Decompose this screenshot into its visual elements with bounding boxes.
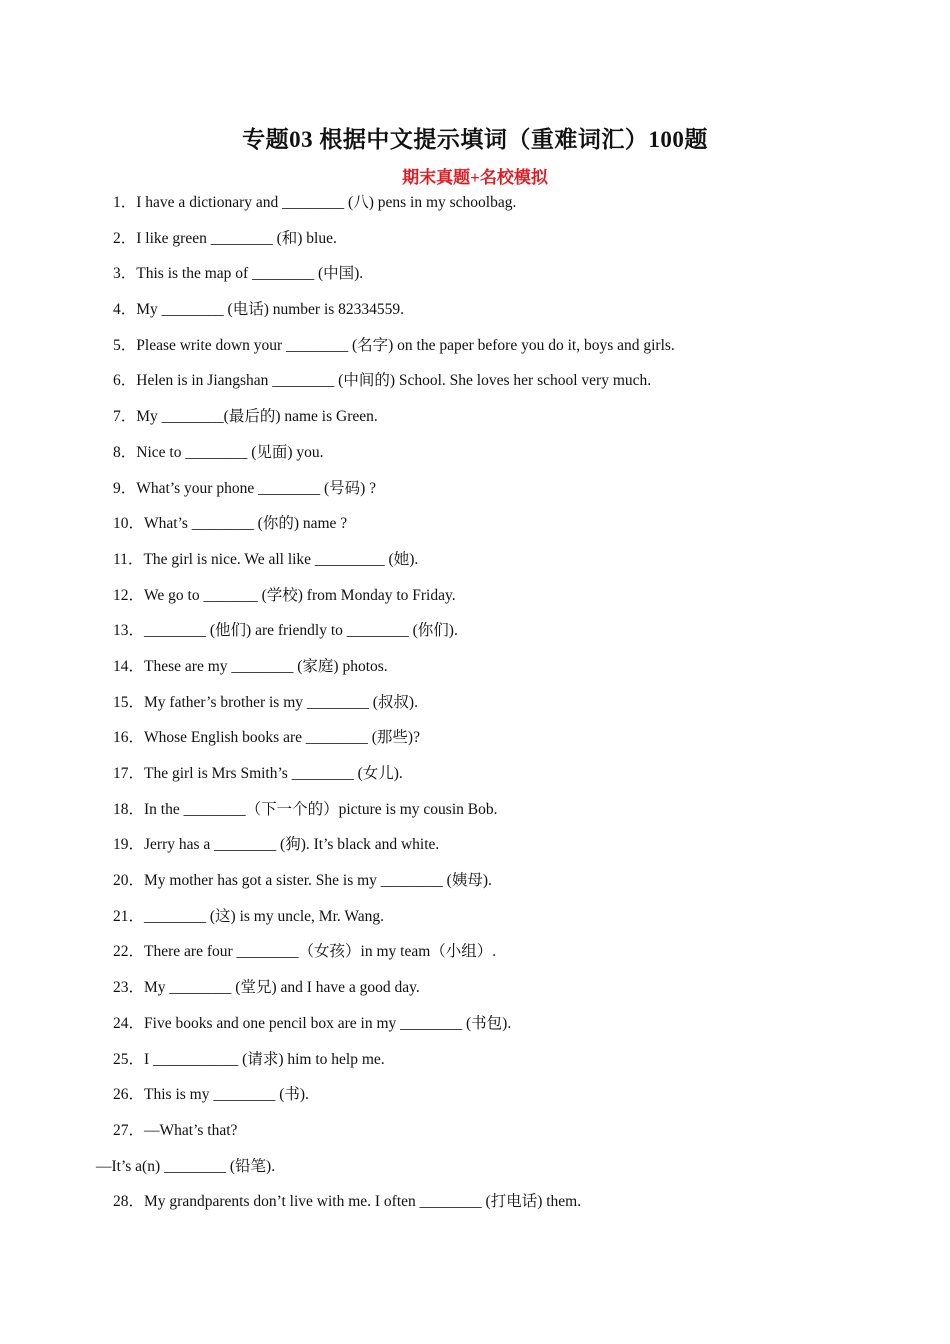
question-number: 10．: [113, 515, 145, 533]
question-12: [113, 583, 853, 619]
question-text: Whose English books are ________ (那些)?: [144, 729, 420, 747]
page-title: 专题03 根据中文提示填词（重难词汇）100题: [242, 127, 708, 152]
question-number: 13．: [113, 622, 145, 640]
question-number: 5．: [113, 336, 137, 354]
question-text: What’s ________ (你的) name ?: [144, 515, 348, 533]
question-text: I have a dictionary and ________ (八) pens in my schoolbag.: [136, 194, 517, 211]
question-1: [113, 190, 853, 226]
question-text: Jerry has a ________ (狗). It’s black and white.: [144, 836, 440, 854]
question-text: My ________ (电话) number is 82334559.: [136, 301, 405, 319]
question-text: —It’s a(n) ________ (铅笔).: [96, 1157, 276, 1175]
question-text: These are my ________ (家庭) photos.: [144, 657, 388, 675]
question-11: [113, 547, 853, 583]
question-3: [113, 261, 853, 297]
question-text: ________ (这) is my uncle, Mr. Wang.: [144, 907, 385, 925]
question-text: What’s your phone ________ (号码) ?: [136, 479, 377, 497]
question-text: Please write down your ________ (名字) on the paper before you do it, boys and girls.: [136, 336, 675, 354]
question-number: 28．: [113, 1193, 145, 1211]
question-number: 8．: [113, 443, 137, 461]
question-8: [113, 440, 853, 476]
question-18: [113, 797, 853, 833]
question-text: My grandparents don’t live with me. I often ________ (打电话) them.: [144, 1193, 582, 1211]
question-number: 12．: [113, 586, 145, 604]
question-4: [113, 297, 853, 333]
question-number: 20．: [113, 872, 145, 890]
question-number: 9．: [113, 479, 137, 497]
question-text: In the ________（下一个的）picture is my cousin Bob.: [144, 800, 498, 818]
question-27: [113, 1118, 853, 1154]
question-number: 24．: [113, 1014, 145, 1032]
question-22: [113, 939, 853, 975]
question-text: My father’s brother is my ________ (叔叔).: [144, 693, 418, 711]
question-2: [113, 226, 853, 262]
question-number: 4．: [113, 301, 137, 319]
question-text: My mother has got a sister. She is my ________ (姨母).: [144, 872, 492, 890]
question-24: [113, 1011, 853, 1047]
question-number: 21．: [113, 907, 145, 925]
question-20: [113, 868, 853, 904]
question-25: [113, 1047, 853, 1083]
question-number: 17．: [113, 765, 145, 782]
question-number: 19．: [113, 836, 145, 854]
question-number: 7．: [113, 408, 137, 426]
question-21: [113, 904, 853, 940]
question-list: [96, 190, 853, 1225]
question-text: My ________(最后的) name is Green.: [136, 408, 378, 426]
question-14: [113, 654, 853, 690]
question-26: [113, 1082, 853, 1118]
question-text: I like green ________ (和) blue.: [136, 229, 337, 247]
question-number: 26．: [113, 1086, 145, 1104]
question-number: 1．: [113, 194, 137, 211]
question-number: 11．: [113, 550, 144, 568]
question-13: [113, 618, 853, 654]
question-text: My ________ (堂兄) and I have a good day.: [144, 979, 420, 997]
question-number: 22．: [113, 943, 145, 961]
question-number: 18．: [113, 800, 145, 818]
question-text: The girl is nice. We all like _________ (她).: [143, 550, 419, 568]
question-17: [113, 761, 853, 797]
question-text: This is my ________ (书).: [144, 1086, 309, 1104]
question-5: [113, 333, 853, 369]
question-6: [113, 368, 853, 404]
question-text: ________ (他们) are friendly to ________ (你们).: [144, 622, 458, 640]
page-subtitle: 期末真题+名校模拟: [402, 168, 548, 187]
question-text: There are four ________（女孩）in my team（小组）.: [144, 943, 497, 961]
question-text: I ___________ (请求) him to help me.: [144, 1050, 385, 1068]
question-text: Helen is in Jiangshan ________ (中间的) School. She loves her school very much.: [136, 372, 652, 390]
question-7: [113, 404, 853, 440]
question-23: [113, 975, 853, 1011]
question-27-answer-line: [96, 1154, 853, 1190]
question-text: Five books and one pencil box are in my ________ (书包).: [144, 1014, 512, 1032]
question-text: —What’s that?: [144, 1121, 238, 1139]
question-16: [113, 725, 853, 761]
question-number: 6．: [113, 372, 137, 390]
question-number: 2．: [113, 229, 137, 247]
question-text: The girl is Mrs Smith’s ________ (女儿).: [144, 765, 403, 782]
question-number: 3．: [113, 265, 137, 283]
question-text: Nice to ________ (见面) you.: [136, 443, 324, 461]
question-text: This is the map of ________ (中国).: [136, 265, 364, 283]
question-9: [113, 476, 853, 512]
question-number: 16．: [113, 729, 145, 747]
question-number: 25．: [113, 1050, 145, 1068]
question-number: 27．: [113, 1121, 145, 1139]
question-number: 15．: [113, 693, 145, 711]
question-15: [113, 690, 853, 726]
question-10: [113, 511, 853, 547]
question-number: 14．: [113, 657, 145, 675]
question-28: [113, 1189, 853, 1225]
question-19: [113, 832, 853, 868]
question-text: We go to _______ (学校) from Monday to Friday.: [144, 586, 456, 604]
question-number: 23．: [113, 979, 145, 997]
